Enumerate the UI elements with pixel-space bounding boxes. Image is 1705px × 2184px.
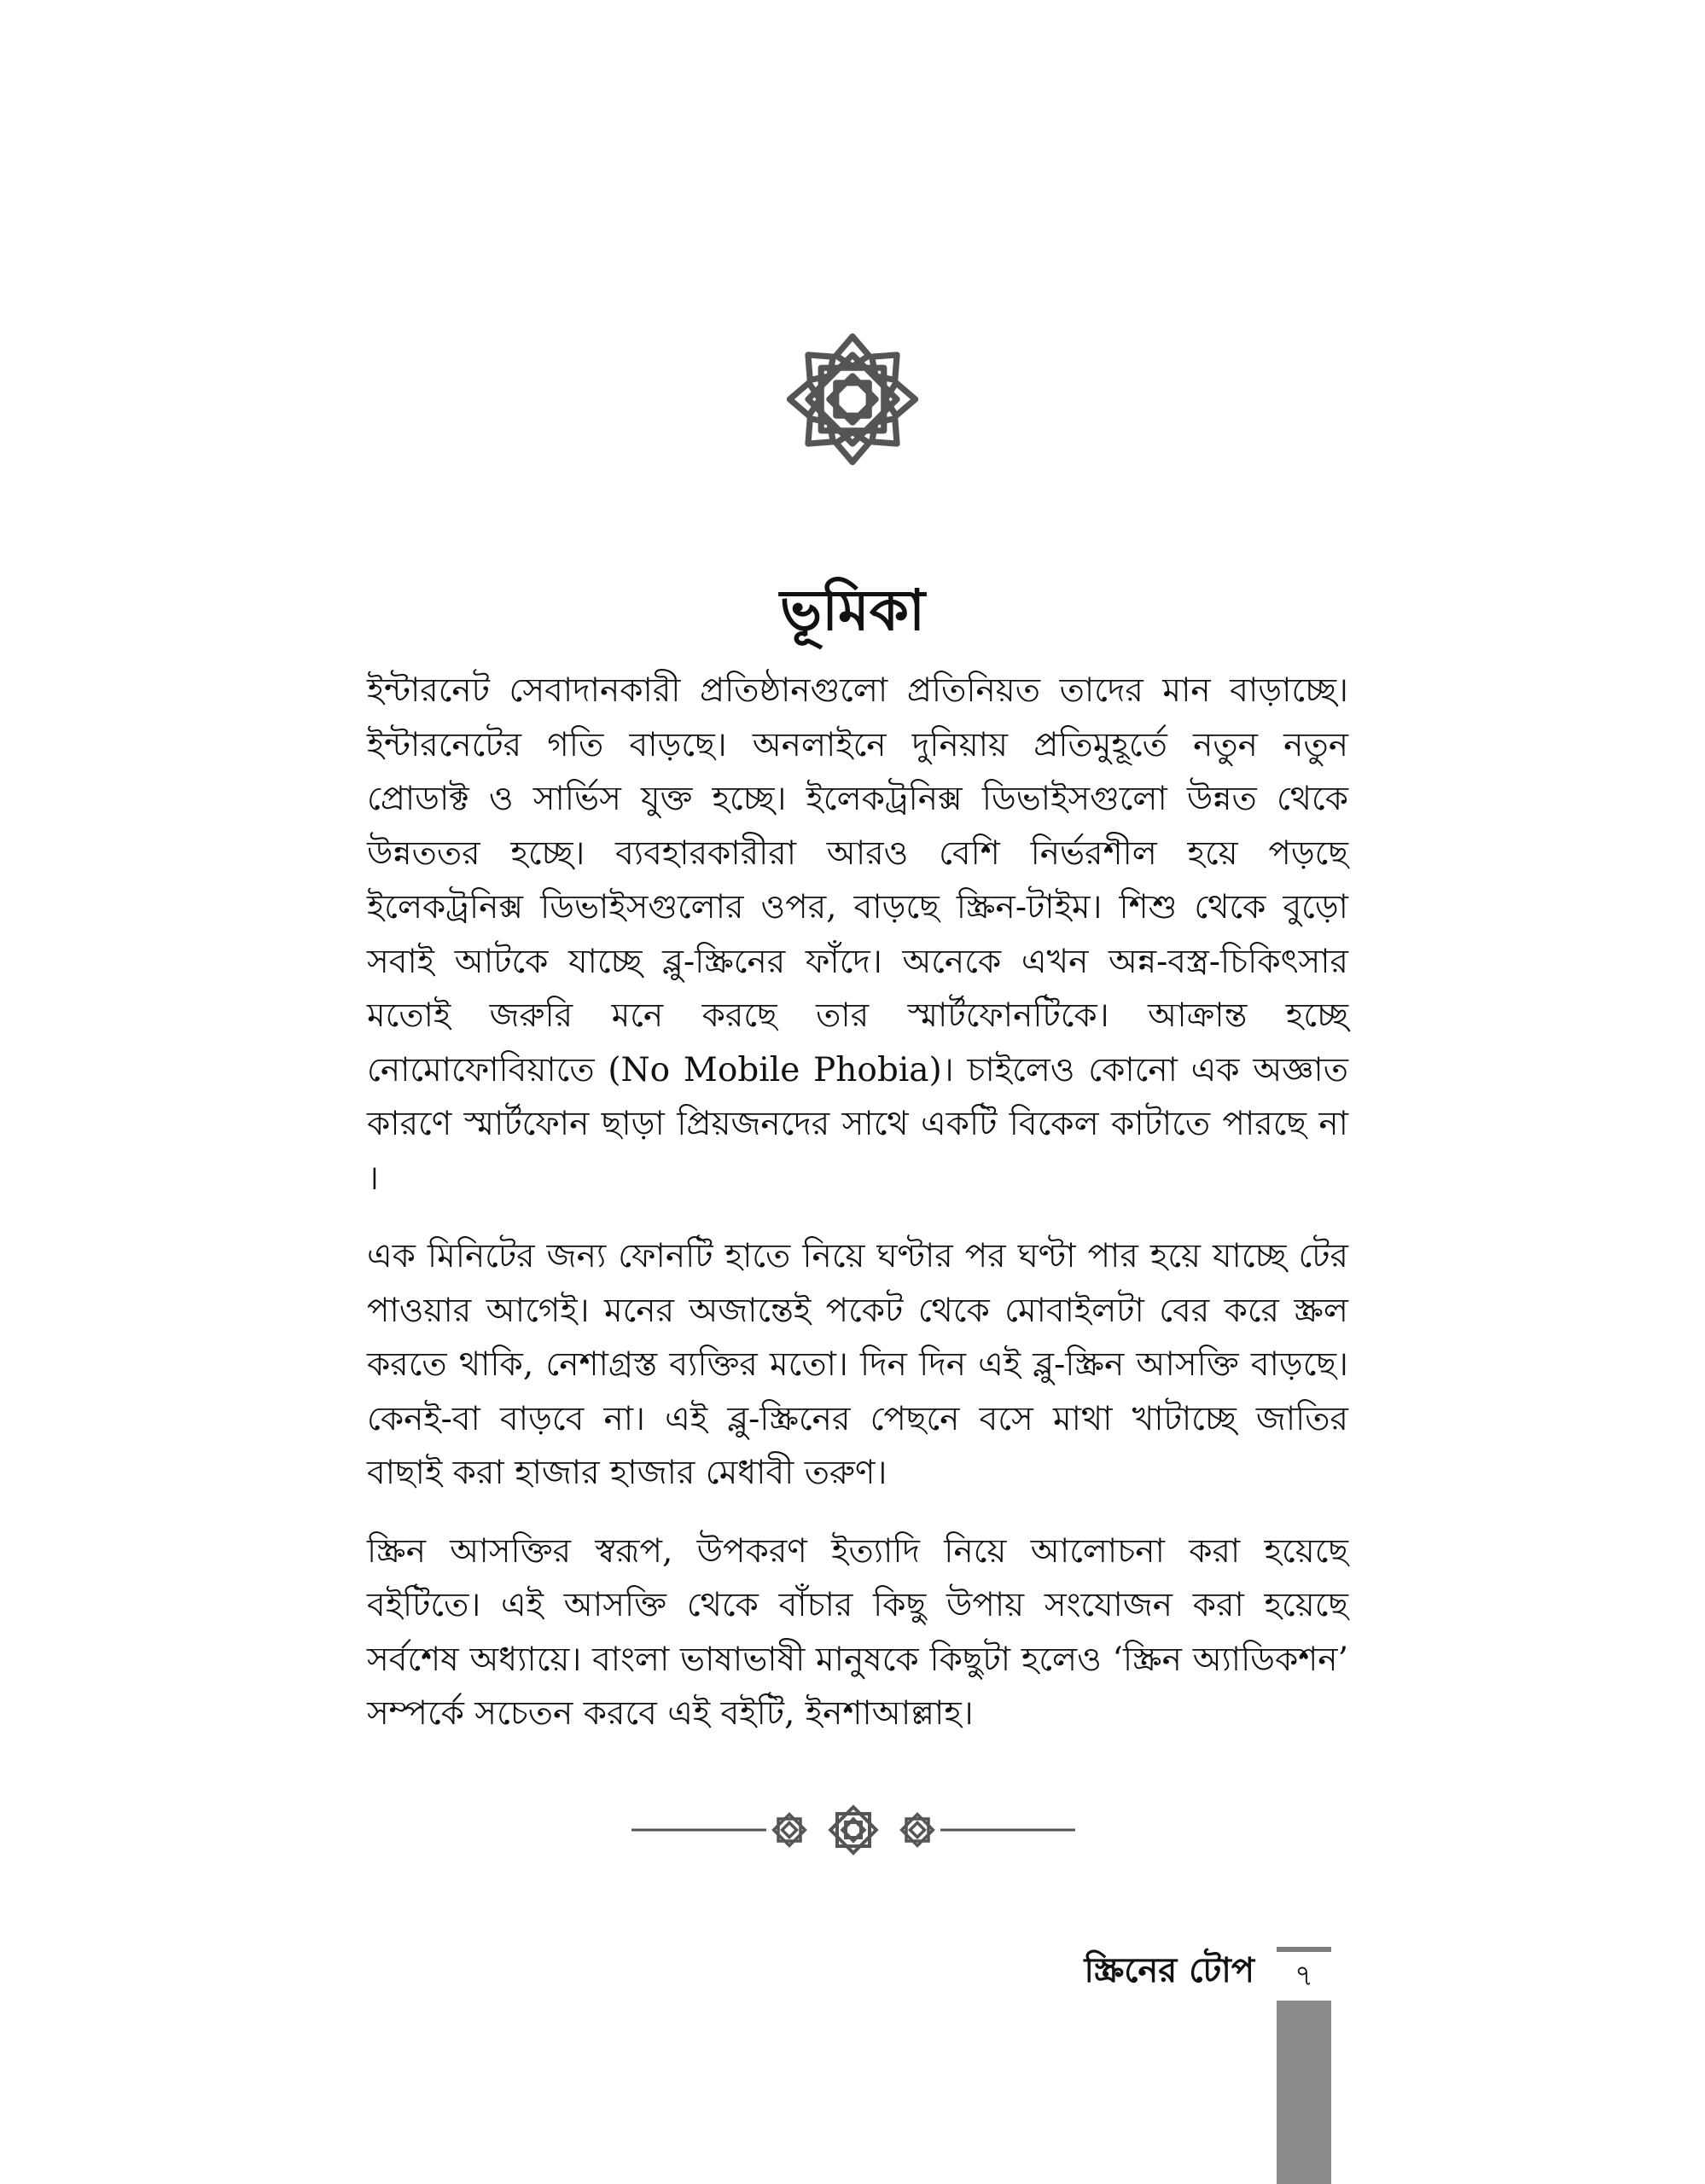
paragraph: এক মিনিটের জন্য ফোনটি হাতে নিয়ে ঘণ্টার পর ঘণ্টা পার হয়ে যাচ্ছে টের পাওয়ার আগেই। মনের অজান্তেই পকেট থেকে মোবাইলটা বের করে স্ক্রল করতে থাকি, নেশাগ্রস্ত ব্যক্তির মতো। দিন দিন এই ব্লু-স্ক্রিন আসক্তি বাড়ছে। কেনই-বা বাড়বে না। এই ব্লু-স্ক্রিনের পেছনে বসে মাথা খাটাচ্ছে জাতির বাছাই করা হাজার হাজার মেধাবী তরুণ।: [367, 1237, 1348, 1492]
chapter-body: [367, 664, 1348, 1765]
triple-ornament-divider-icon: [631, 1800, 1075, 1860]
page-edge-tab: [1277, 2001, 1331, 2184]
paragraph: ইন্টারনেট সেবাদানকারী প্রতিষ্ঠানগুলো প্রতিনিয়ত তাদের মান বাড়াচ্ছে। ইন্টারনেটের গতি বাড়ছে। অনলাইনে দুনিয়ায় প্রতিমুহূর্তে নতুন নতুন প্রোডাক্ট ও সার্ভিস যুক্ত হচ্ছে। ইলেকট্রনিক্স ডিভাইসগুলো উন্নত থেকে উন্নততর হচ্ছে। ব্যবহারকারীরা আরও বেশি নির্ভরশীল হয়ে পড়ছে ইলেকট্রনিক্স ডিভাইসগুলোর ওপর, বাড়ছে স্ক্রিন-টাইম। শিশু থেকে বুড়ো সবাই আটকে যাচ্ছে ব্লু-স্ক্রিনের ফাঁদে। অনেকে এখন অন্ন-বস্ত্র-চিকিৎসার মতোই জরুরি মনে করছে তার স্মার্টফোনটিকে। আক্রান্ত হচ্ছে নোমোফোবিয়াতে (No Mobile Phobia)। চাইলেও কোনো এক অজ্ঞাত কারণে স্মার্টফোন ছাড়া প্রিয়জনদের সাথে একটি বিকেল কাটাতে পারছে না ।: [367, 671, 1348, 1198]
paragraph: স্ক্রিন আসক্তির স্বরূপ, উপকরণ ইত্যাদি নিয়ে আলোচনা করা হয়েছে বইটিতে। এই আসক্তি থেকে বাঁচার কিছু উপায় সংযোজন করা হয়েছে সর্বশেষ অধ্যায়ে। বাংলা ভাষাভাষী মানুষকে কিছুটা হলেও ‘স্ক্রিন অ্যাডিকশন’ সম্পর্কে সচেতন করবে এই বইটি, ইনশাআল্লাহ।: [367, 1531, 1348, 1733]
chapter-title: ভূমিকা: [779, 577, 926, 643]
page-number: ৭: [1277, 1947, 1331, 2000]
running-footer-book-title: স্ক্রিনের টোপ: [1084, 1950, 1254, 1990]
octagram-ornament-icon: [784, 331, 921, 468]
